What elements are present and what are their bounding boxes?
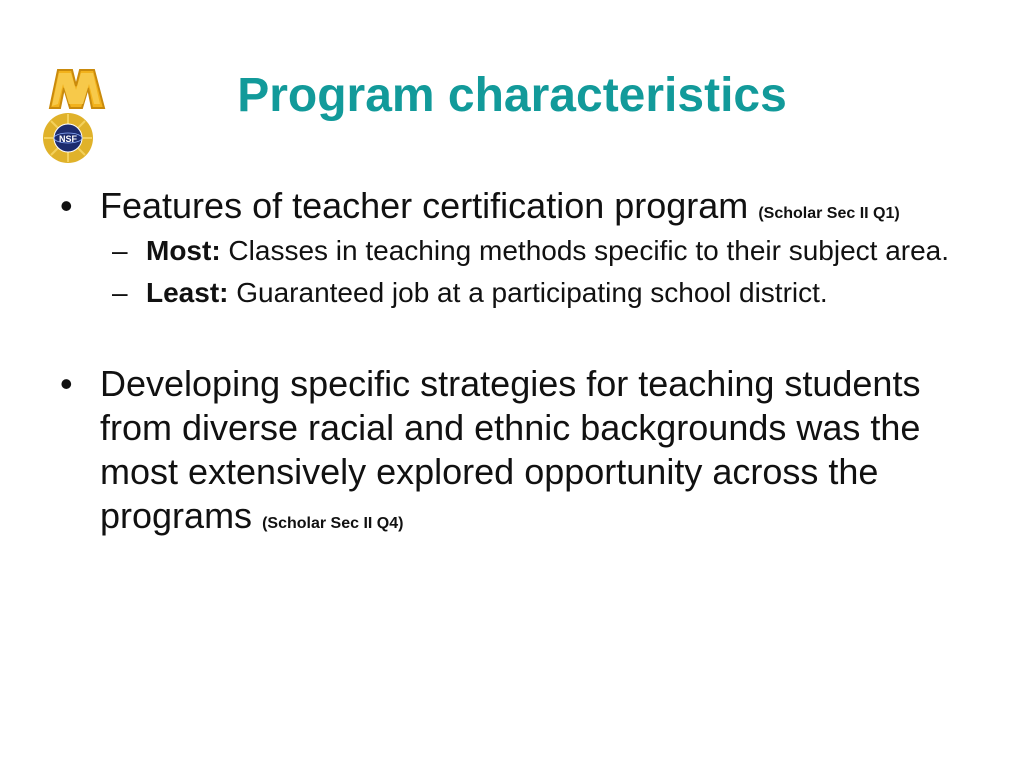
bullet-text: Features of teacher certification program: [100, 185, 759, 226]
sub-bullet-item: [58, 274, 958, 312]
sub-bullet-label: Most:: [146, 235, 221, 266]
sub-bullet-label: Least:: [146, 277, 229, 308]
bullet-item: [58, 184, 958, 228]
slide-title: Program characteristics: [237, 69, 787, 122]
sub-bullet-marker: –: [112, 277, 128, 308]
bullet-text: Developing specific strategies for teaching students from diverse racial and ethnic backgrounds was the most extensively explored opportunity across the programs: [100, 363, 921, 536]
sub-bullet-text: Guaranteed job at a participating school district.: [228, 277, 828, 308]
nsf-seal-icon: [42, 112, 94, 164]
svg-text:NSF: NSF: [59, 134, 77, 144]
bullet-reference: (Scholar Sec II Q1): [758, 205, 900, 222]
bullet-reference: (Scholar Sec II Q4): [262, 515, 404, 532]
sub-bullet-text: Classes in teaching methods specific to their subject area.: [220, 235, 950, 266]
sub-bullet-marker: –: [112, 235, 128, 266]
university-m-logo-icon: [40, 66, 112, 112]
slide-body: [58, 184, 958, 546]
bullet-marker: •: [60, 363, 73, 404]
bullet-marker: •: [60, 185, 73, 226]
bullet-item: [58, 362, 958, 546]
sub-bullet-item: [58, 232, 958, 270]
